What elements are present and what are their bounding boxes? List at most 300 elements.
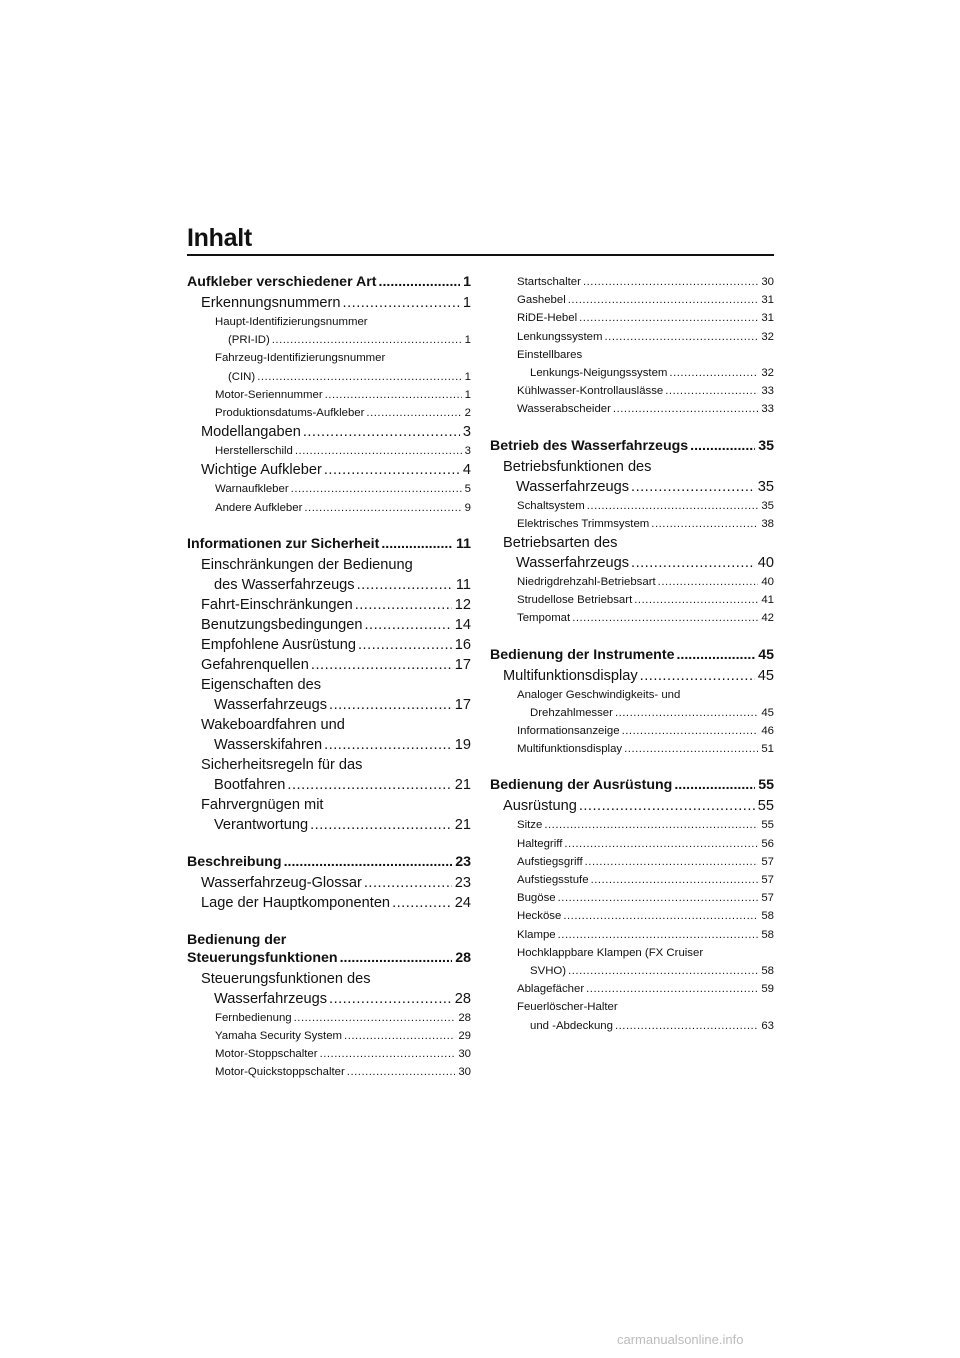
dot-leader [379, 273, 461, 291]
toc-entry-line [517, 704, 774, 722]
toc-subsection[interactable] [490, 591, 774, 609]
toc-entry-text: Warnaufkleber [215, 480, 291, 498]
toc-subsection[interactable] [490, 722, 774, 740]
dot-leader [658, 573, 759, 591]
toc-subsection[interactable] [490, 853, 774, 871]
toc-page-number: 19 [454, 736, 471, 753]
toc-chapter-line [490, 776, 774, 794]
toc-page-number: 3 [462, 424, 471, 441]
toc-entry-text: Ablagefächer [517, 980, 586, 998]
dot-leader [604, 328, 758, 346]
toc-page-number: 35 [758, 437, 774, 454]
dot-leader [355, 595, 452, 615]
toc-entry-text: Betriebsfunktionen des [503, 458, 652, 475]
toc-page-number: 17 [454, 696, 471, 713]
toc-entry-line [503, 553, 774, 573]
toc-entry-text: Fernbedienung [215, 1009, 294, 1027]
dot-leader [294, 1009, 456, 1027]
dot-leader [381, 535, 453, 553]
toc-page-number: 23 [455, 853, 471, 870]
toc-subsection[interactable] [187, 404, 471, 422]
toc-entry-text: Motor-Stoppschalter [215, 1045, 320, 1063]
toc-subsection[interactable] [187, 442, 471, 460]
toc-page-number: 28 [458, 1011, 471, 1024]
toc-page-number: 3 [464, 445, 471, 458]
toc-entry-text: Informationsanzeige [517, 722, 622, 740]
toc-section[interactable] [187, 460, 471, 480]
toc-page-number: 30 [458, 1048, 471, 1061]
toc-entry-text: Yamaha Security System [215, 1027, 344, 1045]
toc-entry-line [517, 740, 774, 758]
toc-entry-text: Eigenschaften des [201, 676, 322, 693]
dot-leader [585, 853, 759, 871]
toc-entry-line [201, 422, 471, 442]
dot-leader [615, 1017, 758, 1035]
toc-section[interactable] [187, 293, 471, 313]
toc-entry-text: Wasserfahrzeugs [214, 990, 328, 1007]
toc-entry-text: Bootfahren [214, 776, 286, 793]
toc-section[interactable] [490, 796, 774, 816]
toc-section[interactable] [187, 715, 471, 755]
toc-page-number: 1 [463, 274, 471, 290]
toc-page-number: 38 [761, 517, 774, 530]
toc-subsection[interactable] [490, 907, 774, 925]
toc-page-number: 40 [761, 576, 774, 589]
toc-subsection[interactable] [490, 346, 774, 382]
toc-subsection[interactable] [490, 515, 774, 533]
toc-page-number: 55 [757, 798, 774, 815]
dot-leader [304, 499, 461, 517]
toc-entry-text: Startschalter [517, 273, 583, 291]
title-rule [187, 254, 774, 256]
toc-chapter-title: Steuerungsfunktionen [187, 949, 338, 966]
dot-leader [325, 386, 462, 404]
toc-entry-text: Wasserfahrzeugs [516, 478, 630, 495]
dot-leader [624, 740, 758, 758]
toc-subsection[interactable] [490, 273, 774, 291]
toc-subsection[interactable] [490, 871, 774, 889]
toc-page-number: 32 [761, 330, 774, 343]
toc-page-number: 59 [761, 983, 774, 996]
toc-entry-line [201, 989, 471, 1009]
toc-chapter-line [187, 853, 471, 871]
dot-leader [579, 309, 758, 327]
toc-page-number: 41 [761, 594, 774, 607]
toc-subsection[interactable] [490, 926, 774, 944]
dot-leader [586, 980, 758, 998]
toc-entry-text: Feuerlöscher-Halter [517, 1001, 618, 1014]
toc-entry-text: Elektrisches Trimmsystem [517, 515, 651, 533]
toc-page-number: 14 [454, 616, 471, 633]
toc-entry-text: Aufstiegsstufe [517, 871, 591, 889]
toc-page-number: 55 [758, 777, 774, 794]
toc-entry-text: Haupt-Identifizierungsnummer [215, 316, 368, 328]
toc-chapter-line [490, 646, 774, 664]
toc-entry-line [201, 775, 471, 795]
toc-page-number: 45 [758, 646, 774, 663]
toc-entry-text: Hochklappbare Klampen (FX Cruiser [517, 946, 704, 959]
toc-chapter-title: Bedienung der Instrumente [490, 646, 675, 663]
toc-entry-line [517, 291, 774, 309]
dot-leader [358, 635, 452, 655]
toc-entry-line [215, 1027, 471, 1045]
toc-subsection[interactable] [490, 686, 774, 722]
toc-entry-text: Betriebsarten des [503, 535, 618, 552]
toc-entry-line [517, 328, 774, 346]
toc-subsection[interactable] [187, 499, 471, 517]
toc-subsection[interactable] [187, 313, 471, 349]
toc-chapter-heading[interactable] [490, 437, 774, 455]
toc-page-number: 1 [464, 370, 471, 383]
toc-entry-line [503, 666, 774, 686]
toc-entry-line [215, 331, 471, 349]
dot-leader [558, 926, 759, 944]
toc-entry-line [517, 573, 774, 591]
toc-entry-text: Lenkungssystem [517, 328, 604, 346]
dot-leader [564, 835, 758, 853]
toc-entry-line [517, 853, 774, 871]
toc-entry-line [517, 400, 774, 418]
toc-chapter [490, 776, 774, 1034]
toc-entry-text: Multifunktionsdisplay [503, 667, 638, 684]
toc-entry-line [517, 364, 774, 382]
dot-leader [343, 293, 460, 313]
toc-entry-line [517, 591, 774, 609]
toc-entry-line [201, 615, 471, 635]
dot-leader [272, 331, 462, 349]
toc-entry-text: Wasserskifahren [214, 736, 323, 753]
toc-subsection[interactable] [490, 573, 774, 591]
toc-chapter-title: Bedienung der [187, 931, 287, 948]
toc-subsection[interactable] [490, 740, 774, 758]
toc-subsection[interactable] [187, 480, 471, 498]
dot-leader [365, 615, 452, 635]
toc-page-number: 21 [454, 816, 471, 833]
toc-section[interactable] [187, 635, 471, 655]
toc-chapter [187, 273, 471, 517]
toc-entry-text: und -Abdeckung [530, 1017, 615, 1035]
toc-subsection[interactable] [187, 1063, 471, 1081]
toc-entry-line [201, 655, 471, 675]
toc-subsection[interactable] [490, 309, 774, 327]
toc-entry-text: Fahrvergnügen mit [201, 796, 324, 813]
toc-subsection[interactable] [490, 497, 774, 515]
toc-page-number: 58 [761, 965, 774, 978]
toc-entry-text: Motor-Seriennummer [215, 386, 325, 404]
toc-section[interactable] [187, 615, 471, 635]
toc-entry-text: Lage der Hauptkomponenten [201, 894, 391, 911]
toc-page-number: 16 [454, 636, 471, 653]
toc-entry-line [517, 926, 774, 944]
toc-entry-line [215, 386, 471, 404]
toc-page-number: 12 [454, 596, 471, 613]
dot-leader [563, 907, 758, 925]
toc-entry-text: Gashebel [517, 291, 568, 309]
dot-leader [257, 368, 461, 386]
toc-entry-line [201, 575, 471, 595]
dot-leader [287, 775, 451, 795]
toc-section[interactable] [187, 969, 471, 1009]
dot-leader [311, 655, 452, 675]
dot-leader [613, 400, 758, 418]
toc-entry-line [503, 477, 774, 497]
toc-subsection[interactable] [490, 609, 774, 627]
toc-subsection[interactable] [490, 382, 774, 400]
toc-subsection[interactable] [490, 998, 774, 1034]
dot-leader [674, 776, 755, 794]
toc-subsection[interactable] [490, 291, 774, 309]
page-title: Inhalt [187, 224, 252, 252]
dot-leader [640, 666, 755, 686]
toc-entry-text: Strudellose Betriebsart [517, 591, 634, 609]
toc-page-number: 11 [456, 535, 471, 552]
toc-chapter [187, 853, 471, 913]
toc-entry-line [215, 1063, 471, 1081]
watermark: carmanualsonline.info [617, 1332, 744, 1347]
toc-chapter-heading[interactable] [187, 273, 471, 291]
toc-entry-text: Haltegriff [517, 835, 564, 853]
toc-section[interactable] [187, 755, 471, 795]
toc-chapter-heading[interactable] [187, 853, 471, 871]
toc-entry-line [517, 889, 774, 907]
toc-entry-text: Lenkungs-Neigungssystem [530, 364, 669, 382]
toc-entry-text: Steuerungsfunktionen des [201, 970, 371, 987]
toc-entry-text: Klampe [517, 926, 558, 944]
dot-leader [324, 460, 460, 480]
toc-entry-line [215, 1045, 471, 1063]
toc-entry-text: Sitze [517, 816, 544, 834]
toc-entry-line [215, 404, 471, 422]
toc-entry-line [215, 442, 471, 460]
dot-leader [651, 515, 758, 533]
toc-page-number: 58 [761, 928, 774, 941]
toc-section[interactable] [187, 795, 471, 835]
toc-entry-line [517, 907, 774, 925]
dot-leader [558, 889, 759, 907]
toc-section[interactable] [490, 457, 774, 497]
toc-page-number: 17 [454, 656, 471, 673]
dot-leader [631, 553, 755, 573]
toc-page-number: 46 [761, 725, 774, 738]
toc-column-right [490, 273, 774, 1053]
toc-entry-line [517, 497, 774, 515]
toc-chapter-heading[interactable] [187, 535, 471, 553]
toc-subsection[interactable] [187, 1027, 471, 1045]
toc-entry-text: Wakeboardfahren und [201, 716, 345, 733]
toc-chapter [187, 535, 471, 835]
toc-page-number: 33 [761, 385, 774, 398]
dot-leader [392, 893, 452, 913]
toc-entry-text: (CIN) [228, 368, 257, 386]
toc-section[interactable] [187, 595, 471, 615]
toc-entry-text: Produktionsdatums-Aufkleber [215, 404, 366, 422]
toc-chapter-title: Informationen zur Sicherheit [187, 535, 380, 552]
toc-section[interactable] [187, 675, 471, 715]
toc-entry-text: Hecköse [517, 907, 563, 925]
toc-page-number: 32 [761, 367, 774, 380]
toc-page-number: 28 [454, 990, 471, 1007]
dot-leader [303, 422, 460, 442]
toc-section[interactable] [187, 422, 471, 442]
toc-entry-line [517, 1017, 774, 1035]
dot-leader [583, 273, 758, 291]
toc-subsection[interactable] [187, 386, 471, 404]
dot-leader [568, 962, 758, 980]
toc-entry-text: RiDE-Hebel [517, 309, 579, 327]
dot-leader [676, 646, 755, 664]
toc-section[interactable] [187, 893, 471, 913]
toc-entry-text: Einstellbares [517, 348, 583, 361]
toc-entry-line [517, 835, 774, 853]
toc-subsection[interactable] [187, 1009, 471, 1027]
toc-entry-text: Wichtige Aufkleber [201, 462, 322, 479]
dot-leader [669, 364, 758, 382]
toc-chapter [187, 931, 471, 1082]
toc-page-number: 31 [761, 294, 774, 307]
toc-entry-text: Motor-Quickstoppschalter [215, 1063, 347, 1081]
toc-chapter-title: Betrieb des Wasserfahrzeugs [490, 437, 689, 454]
toc-entry-text: Wasserabscheider [517, 400, 613, 418]
toc-entry-text: Kühlwasser-Kontrollauslässe [517, 382, 665, 400]
toc-entry-text: Aufstiegsgriff [517, 853, 585, 871]
toc-entry-text: Erkennungsnummern [201, 295, 341, 311]
toc-entry-text: Fahrt-Einschränkungen [201, 596, 353, 613]
toc-entry-line [517, 722, 774, 740]
toc-entry-line [517, 816, 774, 834]
toc-page-number: 5 [464, 483, 471, 496]
dot-leader [544, 816, 758, 834]
toc-page-number: 35 [761, 499, 774, 512]
dot-leader [366, 404, 461, 422]
toc-entry-line [517, 609, 774, 627]
toc-chapter [490, 646, 774, 759]
dot-leader [364, 873, 452, 893]
toc-entry-line [201, 595, 471, 615]
toc-page-number: 1 [464, 334, 471, 347]
dot-leader [579, 796, 755, 816]
toc-chapter-line [187, 273, 471, 291]
toc-entry-line [517, 962, 774, 980]
toc-page-number: 45 [761, 706, 774, 719]
toc-page-number: 1 [464, 388, 471, 401]
toc-section[interactable] [187, 555, 471, 595]
toc-entry-text: Wasserfahrzeug-Glossar [201, 874, 362, 891]
dot-leader [615, 704, 758, 722]
toc-entry-text: des Wasserfahrzeugs [214, 576, 355, 593]
toc-page-number: 55 [761, 819, 774, 832]
toc-entry-line [517, 273, 774, 291]
dot-leader [622, 722, 759, 740]
toc-entry-text: SVHO) [530, 962, 568, 980]
toc-subsection[interactable] [187, 349, 471, 385]
toc-entry-line [201, 460, 471, 480]
toc-subsection[interactable] [490, 944, 774, 980]
toc-page-number: 45 [757, 667, 774, 684]
toc-page-number: 31 [761, 312, 774, 325]
toc-entry-text: Empfohlene Ausrüstung [201, 636, 356, 653]
toc-page-number: 51 [761, 743, 774, 756]
toc-page-number: 30 [458, 1066, 471, 1079]
toc-chapter-title: Aufkleber verschiedener Art [187, 274, 377, 290]
toc-subsection[interactable] [490, 400, 774, 418]
toc-page-number: 35 [757, 478, 774, 495]
toc-chapter [490, 437, 774, 628]
toc-entry-line [201, 815, 471, 835]
toc-entry-line [517, 382, 774, 400]
toc-section[interactable] [187, 873, 471, 893]
toc-entry-text: Tempomat [517, 609, 572, 627]
toc-entry-line [517, 309, 774, 327]
toc-entry-line [201, 635, 471, 655]
toc-subsection[interactable] [490, 980, 774, 998]
toc-chapter-heading[interactable] [187, 931, 471, 967]
dot-leader [568, 291, 759, 309]
toc-page-number: 24 [454, 894, 471, 911]
toc-section[interactable] [490, 533, 774, 573]
toc-chapter-heading[interactable] [490, 646, 774, 664]
toc-subsection[interactable] [490, 328, 774, 346]
toc-subsection[interactable] [187, 1045, 471, 1063]
toc-entry-text: Wasserfahrzeugs [516, 555, 630, 572]
toc-page-number: 30 [761, 276, 774, 288]
dot-leader [665, 382, 758, 400]
dot-leader [324, 735, 452, 755]
toc-entry-text: Analoger Geschwindigkeits- und [517, 688, 681, 701]
dot-leader [591, 871, 759, 889]
toc-entry-text: Niedrigdrehzahl-Betriebsart [517, 573, 658, 591]
toc-entry-line [201, 735, 471, 755]
toc-subsection[interactable] [490, 889, 774, 907]
toc-entry-text: Multifunktionsdisplay [517, 740, 624, 758]
toc-section[interactable] [490, 666, 774, 686]
dot-leader [329, 989, 452, 1009]
toc-chapter-line [187, 949, 471, 967]
toc-chapter-heading[interactable] [490, 776, 774, 794]
toc-entry-text: Wasserfahrzeugs [214, 696, 328, 713]
toc-subsection[interactable] [490, 835, 774, 853]
toc-page-number: 4 [462, 462, 471, 479]
dot-leader [587, 497, 759, 515]
toc-page-number: 28 [455, 949, 471, 966]
toc-entry-line [517, 515, 774, 533]
toc-entry-line [215, 1009, 471, 1027]
toc-entry-text: Verantwortung [214, 816, 309, 833]
dot-leader [572, 609, 758, 627]
toc-chapter-title: Beschreibung [187, 853, 282, 870]
toc-entry-line [201, 873, 471, 893]
dot-leader [320, 1045, 456, 1063]
dot-leader [347, 1063, 456, 1081]
toc-entry-text: (PRI-ID) [228, 331, 272, 349]
toc-entry-line [201, 893, 471, 913]
toc-chapter-line [490, 437, 774, 455]
toc-page-number: 40 [757, 555, 774, 572]
toc-page-number: 21 [454, 776, 471, 793]
toc-entry-line [201, 695, 471, 715]
dot-leader [291, 480, 462, 498]
dot-leader [329, 695, 452, 715]
toc-section[interactable] [187, 655, 471, 675]
dot-leader [634, 591, 758, 609]
dot-leader [284, 853, 453, 871]
toc-entry-line [215, 480, 471, 498]
toc-page-number: 1 [462, 295, 471, 311]
toc-subsection[interactable] [490, 816, 774, 834]
toc-entry-line [517, 871, 774, 889]
dot-leader [340, 949, 453, 967]
toc-entry-line [215, 499, 471, 517]
dot-leader [344, 1027, 455, 1045]
